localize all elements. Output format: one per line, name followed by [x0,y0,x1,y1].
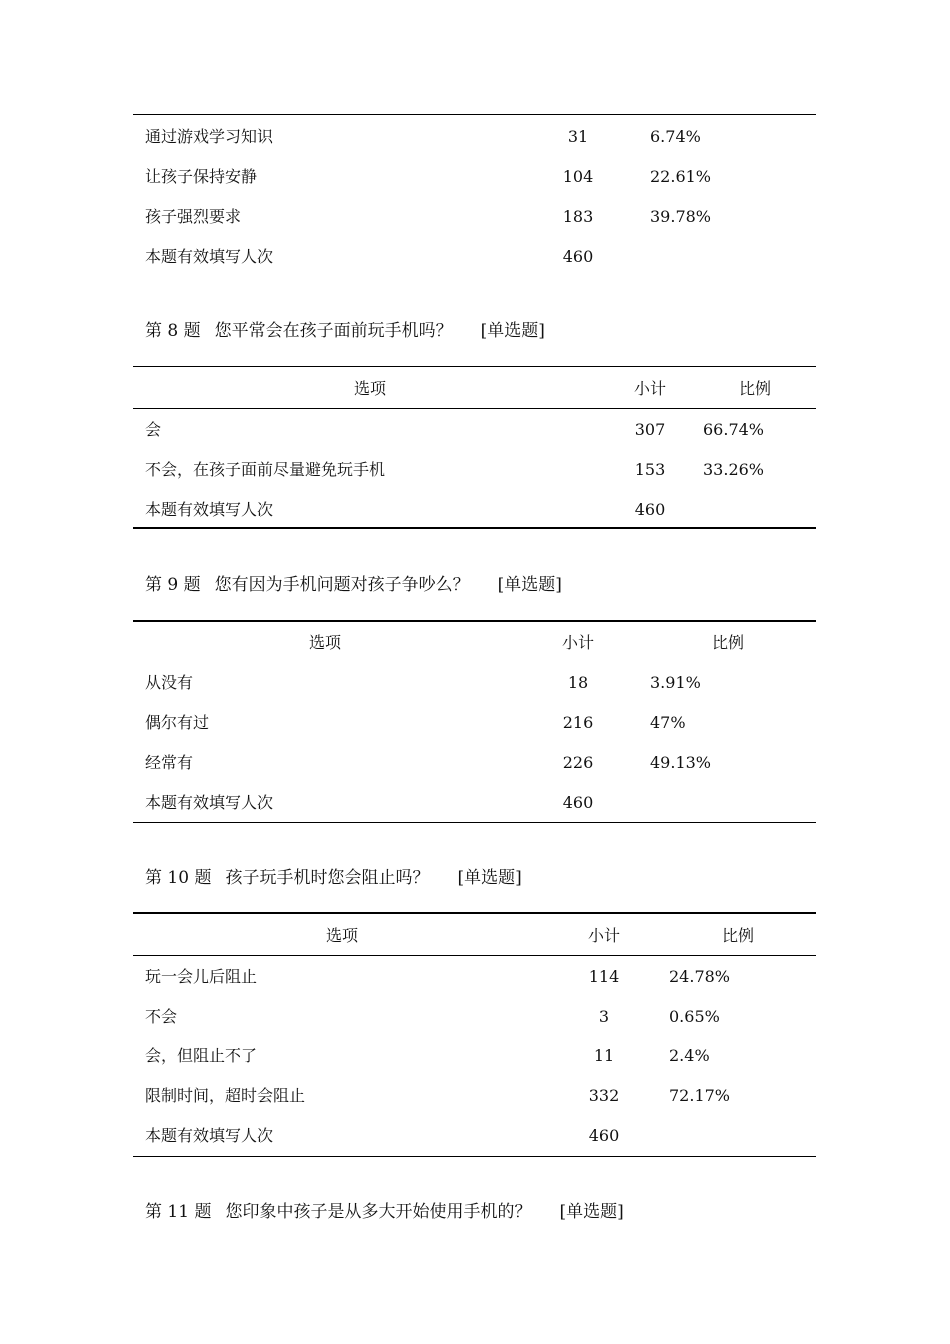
option-label: 偶尔有过 [145,713,210,732]
question-type: [单选题] [559,1202,624,1222]
question-text: 您平常会在孩子面前玩手机吗？ [214,321,453,341]
ratio-value: 3.91% [650,673,701,692]
count-value: 11 [593,1046,615,1065]
ratio-value: 24.78% [669,967,731,986]
option-label: 通过游戏学习知识 [145,127,274,146]
table-bottom-rule [133,822,816,823]
total-label: 本题有效填写人次 [145,1126,274,1145]
question-title-9 [145,574,562,596]
question-number: 第 9 题 [145,575,201,595]
header-count: 小计 [587,926,620,945]
option-label: 不会，在孩子面前尽量避免玩手机 [145,460,386,479]
header-count: 小计 [561,633,594,652]
option-label: 不会 [145,1007,178,1026]
count-value: 31 [567,127,589,146]
table-bottom-rule [133,1156,816,1157]
table-header-rule [133,955,816,956]
total-label: 本题有效填写人次 [145,793,274,812]
ratio-value: 39.78% [650,207,712,226]
table-bottom-rule [133,527,816,529]
option-label: 会 [145,420,162,439]
total-count: 460 [562,247,594,266]
question-type: [单选题] [480,321,545,341]
question-type: [单选题] [497,575,562,595]
count-value: 332 [588,1086,620,1105]
total-count: 460 [562,793,594,812]
total-label: 本题有效填写人次 [145,500,274,519]
option-label: 会，但阻止不了 [145,1046,258,1065]
question-number: 第 11 题 [145,1202,212,1222]
option-label: 经常有 [145,753,194,772]
count-value: 183 [562,207,594,226]
count-value: 104 [562,167,594,186]
count-value: 216 [562,713,594,732]
table-top-rule [133,620,816,622]
option-label: 从没有 [145,673,194,692]
option-label: 限制时间，超时会阻止 [145,1086,306,1105]
question-number: 第 10 题 [145,868,212,888]
ratio-value: 22.61% [650,167,712,186]
table-top-rule [133,912,816,914]
ratio-value: 72.17% [669,1086,731,1105]
count-value: 226 [562,753,594,772]
count-value: 3 [598,1007,610,1026]
count-value: 114 [588,967,620,986]
total-count: 460 [634,500,666,519]
header-option: 选项 [353,379,386,398]
option-label: 让孩子保持安静 [145,167,258,186]
count-value: 18 [567,673,589,692]
question-type: [单选题] [457,868,522,888]
header-ratio: 比例 [721,926,754,945]
count-value: 307 [634,420,666,439]
header-count: 小计 [633,379,666,398]
question-text: 孩子玩手机时您会阻止吗？ [225,868,430,888]
question-number: 第 8 题 [145,321,201,341]
ratio-value: 2.4% [669,1046,710,1065]
question-text: 您有因为手机问题对孩子争吵么？ [214,575,470,595]
table-top-rule [133,366,816,367]
ratio-value: 47% [650,713,686,732]
header-ratio: 比例 [711,633,744,652]
question-title-8 [145,320,545,342]
ratio-value: 0.65% [669,1007,720,1026]
header-option: 选项 [325,926,358,945]
table-top-rule [133,114,816,115]
ratio-value: 66.74% [703,420,765,439]
ratio-value: 49.13% [650,753,712,772]
count-value: 153 [634,460,666,479]
ratio-value: 33.26% [703,460,765,479]
question-title-10 [145,867,522,889]
question-title-11 [145,1201,624,1223]
option-label: 孩子强烈要求 [145,207,242,226]
header-ratio: 比例 [738,379,771,398]
header-option: 选项 [308,633,341,652]
total-label: 本题有效填写人次 [145,247,274,266]
question-text: 您印象中孩子是从多大开始使用手机的？ [225,1202,532,1222]
total-count: 460 [588,1126,620,1145]
table-header-rule [133,408,816,409]
ratio-value: 6.74% [650,127,701,146]
option-label: 玩一会儿后阻止 [145,967,258,986]
